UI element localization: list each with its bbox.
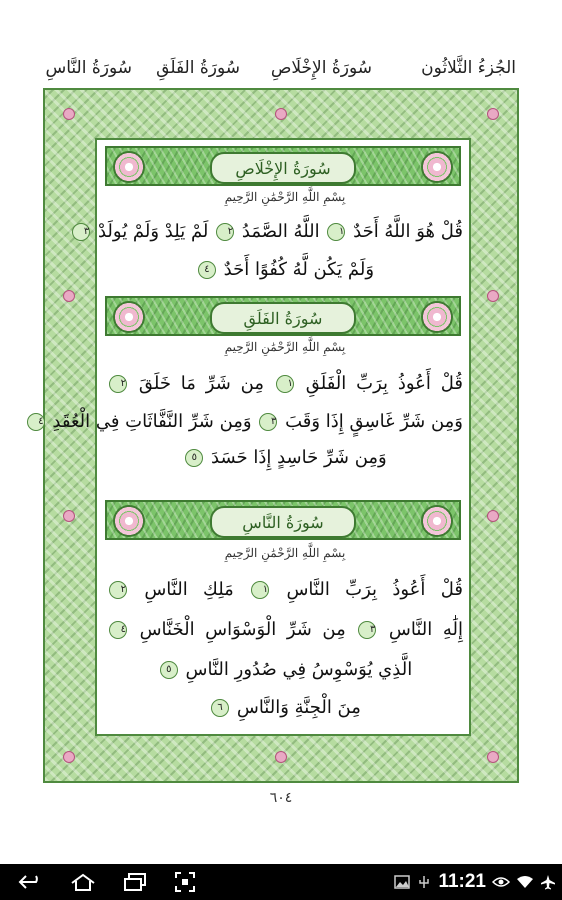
ayah-marker: ١ <box>327 223 345 241</box>
back-icon[interactable] <box>14 864 48 900</box>
airplane-icon <box>540 874 556 890</box>
rosette-ornament <box>63 751 75 763</box>
ayah-marker: ٥ <box>160 661 178 679</box>
verse-line <box>107 446 463 470</box>
ayah-marker: ٤ <box>198 261 216 279</box>
wifi-icon <box>516 875 534 889</box>
surah-title-plate <box>210 506 356 538</box>
ayah-marker: ٣ <box>259 413 277 431</box>
ayah-marker: ٢ <box>216 223 234 241</box>
surah-title: سُورَةُ الإِخْلَاصِ <box>235 158 331 178</box>
ayah-marker: ٢ <box>109 375 127 393</box>
screenshot-icon[interactable] <box>170 864 200 900</box>
medallion-ornament <box>421 151 453 183</box>
gallery-notification-icon <box>394 875 410 889</box>
surah-title: سُورَةُ النَّاسِ <box>242 512 324 532</box>
surah-title-plate <box>210 302 356 334</box>
basmala: بِسْمِ اللَّهِ الرَّحْمَٰنِ الرَّحِيمِ <box>224 546 346 560</box>
rosette-ornament <box>275 108 287 120</box>
ayah-marker: ٤ <box>27 413 45 431</box>
rosette-ornament <box>63 108 75 120</box>
verse-text: لَمْ يَلِدْ وَلَمْ يُولَدْ <box>97 221 209 242</box>
basmala: بِسْمِ اللَّهِ الرَّحْمَٰنِ الرَّحِيمِ <box>224 190 346 204</box>
medallion-ornament <box>113 301 145 333</box>
verse-line <box>107 696 463 720</box>
rosette-ornament <box>487 290 499 302</box>
verse-text: مِن شَرِّ الْوَسْوَاسِ الْخَنَّاسِ <box>139 619 346 640</box>
rosette-ornament <box>63 290 75 302</box>
verse-text: مِنَ الْجِنَّةِ وَالنَّاسِ <box>236 697 361 718</box>
verse-text: وَمِن شَرِّ غَاسِقٍ إِذَا وَقَبَ <box>285 411 463 432</box>
medallion-ornament <box>113 151 145 183</box>
verse-text: إِلَٰهِ النَّاسِ <box>388 619 463 640</box>
verse-text: الَّذِي يُوَسْوِسُ فِي صُدُورِ النَّاسِ <box>185 659 413 680</box>
system-navigation-bar <box>0 864 562 900</box>
ayah-marker: ٥ <box>185 449 203 467</box>
rosette-ornament <box>487 108 499 120</box>
verse-text: قُلْ هُوَ اللَّهُ أَحَدٌ <box>353 221 463 242</box>
verse-line <box>107 658 463 682</box>
quran-page-frame <box>38 88 519 783</box>
recent-apps-icon[interactable] <box>118 864 152 900</box>
verse-text: وَلَمْ يَكُن لَّهُ كُفُوًا أَحَدٌ <box>223 259 375 280</box>
ayah-marker: ٦ <box>211 699 229 717</box>
ayah-marker: ١ <box>276 375 294 393</box>
quran-text-area <box>38 138 471 736</box>
ayah-marker: ٤ <box>109 621 127 639</box>
surah-banner-falaq <box>105 296 461 336</box>
verse-text: مِن شَرِّ مَا خَلَقَ <box>138 373 264 394</box>
verse-line <box>83 220 463 244</box>
medallion-ornament <box>421 301 453 333</box>
medallion-ornament <box>421 505 453 537</box>
ayah-marker: ٣ <box>72 223 90 241</box>
usb-icon <box>416 875 432 889</box>
verse-text: مَلِكِ النَّاسِ <box>144 579 234 600</box>
page-header <box>0 52 562 88</box>
verse-line <box>107 618 463 642</box>
header-surah-nas: سُورَةُ النَّاسِ <box>45 58 132 78</box>
basmala: بِسْمِ اللَّهِ الرَّحْمَٰنِ الرَّحِيمِ <box>224 340 346 354</box>
surah-banner-nas <box>105 500 461 540</box>
verse-text: قُلْ أَعُوذُ بِرَبِّ النَّاسِ <box>286 579 463 600</box>
rosette-ornament <box>487 510 499 522</box>
verse-text: وَمِن شَرِّ حَاسِدٍ إِذَا حَسَدَ <box>211 447 387 468</box>
ayah-marker: ٣ <box>358 621 376 639</box>
home-icon[interactable] <box>66 864 100 900</box>
medallion-ornament <box>113 505 145 537</box>
verse-text: وَمِن شَرِّ النَّفَّاثَاتِ فِي الْعُقَدِ <box>52 411 252 432</box>
surah-banner-ikhlas <box>105 146 461 186</box>
verse-line <box>107 372 463 396</box>
header-surah-ikhlas: سُورَةُ الإِخْلَاصِ <box>270 58 372 78</box>
ayah-marker: ٢ <box>109 581 127 599</box>
verse-text: اللَّهُ الصَّمَدُ <box>241 221 320 242</box>
verse-line <box>38 410 463 434</box>
verse-line <box>107 258 463 282</box>
status-icons <box>394 864 556 900</box>
ayah-marker: ١ <box>251 581 269 599</box>
rosette-ornament <box>275 751 287 763</box>
page-number: ٦٠٤ <box>269 790 293 806</box>
verse-line <box>107 578 463 602</box>
juz-label: الجُزءُ الثَّلاثُون <box>421 58 516 78</box>
header-surah-falaq: سُورَةُ الفَلَقِ <box>156 58 240 78</box>
surah-title-plate <box>210 152 356 184</box>
eye-icon <box>492 875 510 889</box>
verse-text: قُلْ أَعُوذُ بِرَبِّ الْفَلَقِ <box>305 373 464 394</box>
clock: 11:21 <box>438 871 486 892</box>
rosette-ornament <box>487 751 499 763</box>
surah-title: سُورَةُ الفَلَقِ <box>243 308 323 328</box>
rosette-ornament <box>63 510 75 522</box>
